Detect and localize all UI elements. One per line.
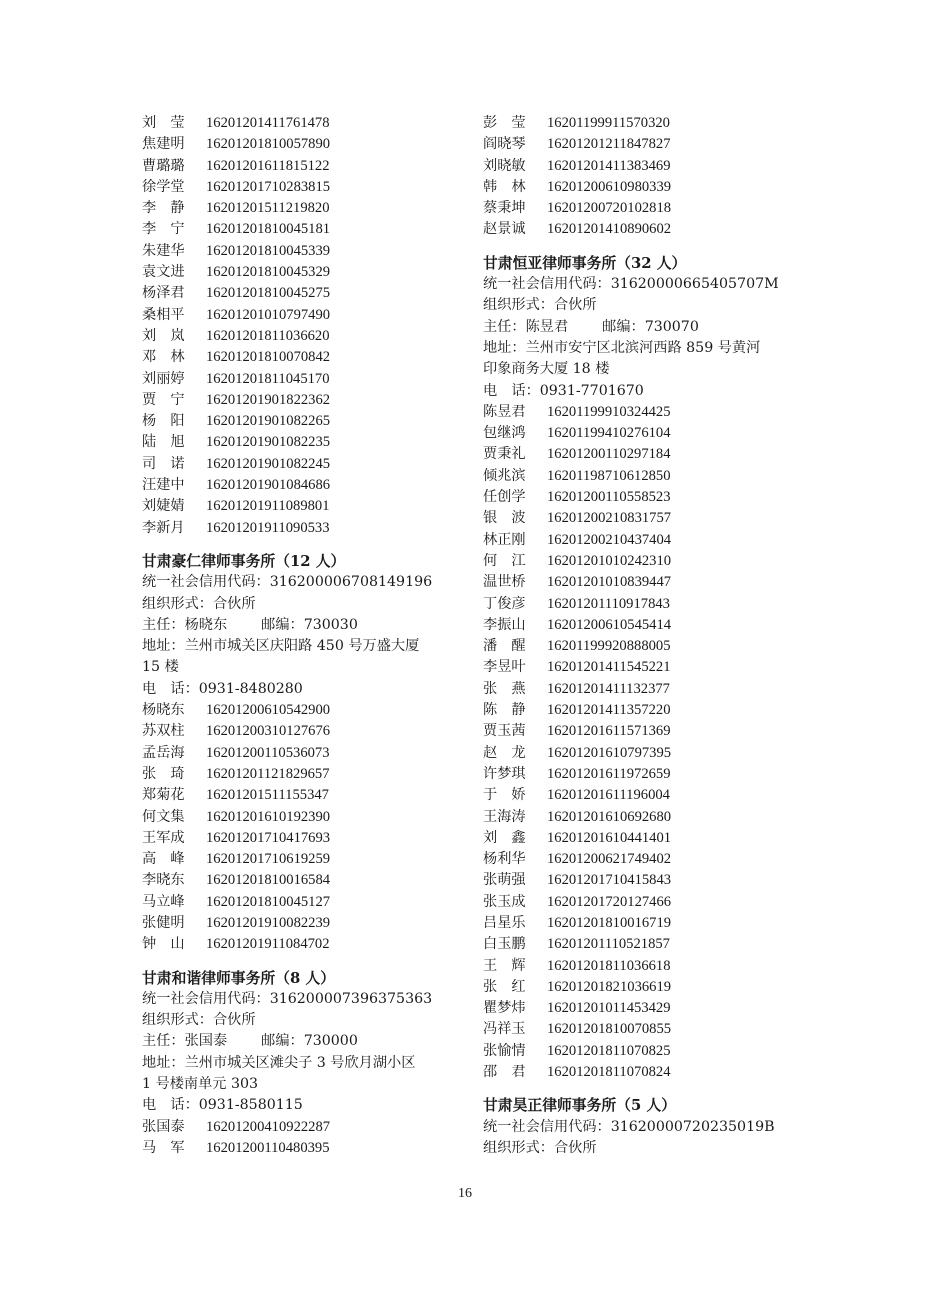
lawyer-name: 蔡秉坤 [483, 200, 526, 217]
license-number: 16201200310127676 [206, 723, 331, 740]
lawyer-name: 林正刚 [483, 531, 526, 548]
license-number: 16201199911570320 [547, 115, 670, 131]
license-number: 16201201610692680 [547, 808, 672, 825]
lawyer-name: 倾兆滨 [483, 467, 526, 484]
organization-form: 组织形式：合伙所 [483, 297, 597, 314]
lawyer-entry [483, 977, 813, 998]
lawyer-entry [483, 402, 813, 423]
license-number: 16201201810045181 [206, 221, 331, 238]
left-column [142, 113, 462, 1159]
director-postcode-line [483, 317, 813, 338]
lawyer-name: 孟岳海 [142, 744, 185, 761]
lawyer-entry [483, 679, 813, 700]
license-number: 16201201720127466 [547, 893, 672, 910]
lawyer-entry [142, 1117, 462, 1138]
lawyer-entry [142, 454, 462, 475]
director: 主任：杨晓东 [142, 616, 228, 633]
lawyer-name: 于 娇 [483, 787, 526, 804]
license-number: 16201201610797395 [547, 744, 672, 761]
lawyer-entry [142, 849, 462, 870]
license-number: 16201201110917843 [547, 595, 670, 612]
license-number: 16201201901082245 [206, 455, 331, 472]
lawyer-entry [142, 892, 462, 913]
law-firm-section [142, 551, 462, 956]
lawyer-entry [483, 466, 813, 487]
license-number: 16201200610980339 [547, 178, 672, 195]
address-continued: 15 楼 [142, 659, 179, 676]
lawyer-name: 张 琦 [142, 765, 185, 782]
lawyer-name: 王 辉 [483, 957, 526, 974]
lawyer-entry [483, 423, 813, 444]
director: 主任：张国泰 [142, 1033, 228, 1050]
license-number: 16201199410276104 [547, 425, 671, 442]
lawyer-name: 刘 鑫 [483, 829, 526, 846]
lawyer-entry [142, 785, 462, 806]
license-number: 16201201911084702 [206, 936, 330, 953]
lawyer-name: 张愉情 [483, 1042, 526, 1059]
lawyer-entry [142, 807, 462, 828]
lawyer-entry [483, 721, 813, 742]
license-number: 16201201411761478 [206, 115, 330, 131]
license-number: 16201201411132377 [547, 680, 670, 697]
license-number: 16201201610441401 [547, 829, 672, 846]
address-continued: 印象商务大厦 18 楼 [483, 361, 610, 378]
postcode: 邮编：730030 [261, 616, 358, 633]
credit-code: 统一社会信用代码：316200007396375363 [142, 990, 433, 1007]
license-number: 16201200210437404 [547, 531, 672, 548]
lawyer-entry [483, 177, 813, 198]
license-number: 16201201811036618 [547, 957, 671, 974]
license-number: 16201201810016584 [206, 872, 331, 889]
license-number: 16201201910082239 [206, 914, 331, 931]
license-number: 16201201710283815 [206, 178, 331, 195]
license-number: 16201201611815122 [206, 157, 330, 174]
lawyer-entry [483, 487, 813, 508]
license-number: 16201201811036620 [206, 327, 330, 344]
phone: 电 话：0931-8580115 [142, 1097, 303, 1114]
lawyer-name: 郑菊花 [142, 787, 185, 804]
lawyer-entry [483, 156, 813, 177]
firm-title: 甘肃昊正律师事务所（5 人） [483, 1097, 677, 1115]
address-continued: 1 号楼南单元 303 [142, 1076, 259, 1093]
lawyer-entry [483, 134, 813, 155]
license-number: 16201201810045275 [206, 285, 331, 302]
lawyer-name: 冯祥玉 [483, 1021, 526, 1038]
lawyer-entry [483, 807, 813, 828]
lawyer-entry [142, 326, 462, 347]
license-number: 16201201911089801 [206, 498, 330, 515]
license-number: 16201201610192390 [206, 808, 331, 825]
lawyer-entry [142, 475, 462, 496]
license-number: 16201201911090533 [206, 519, 330, 536]
license-number: 16201201810070855 [547, 1021, 672, 1038]
law-firm-section [142, 968, 462, 1160]
firm-title: 甘肃和谐律师事务所（8 人） [142, 969, 336, 987]
lawyer-name: 朱建华 [142, 242, 185, 259]
lawyer-name: 丁俊彦 [483, 595, 526, 612]
license-number: 16201201411357220 [547, 702, 671, 719]
lawyer-name: 杨泽君 [142, 285, 185, 302]
lawyer-entry [142, 700, 462, 721]
lawyer-entry [483, 1041, 813, 1062]
license-number: 16201201901084686 [206, 477, 331, 494]
lawyer-name: 钟 山 [142, 936, 185, 953]
law-firm-section [483, 253, 813, 1084]
lawyer-entry [142, 934, 462, 955]
lawyer-entry [483, 530, 813, 551]
postcode: 邮编：730000 [261, 1033, 358, 1050]
lawyer-name: 杨晓东 [142, 702, 185, 719]
lawyer-name: 赵 龙 [483, 744, 526, 761]
license-number: 16201201710619259 [206, 851, 331, 868]
license-number: 16201201010797490 [206, 306, 331, 323]
lawyer-name: 刘婕婧 [142, 498, 185, 515]
lawyer-entry [483, 1062, 813, 1083]
lawyer-name: 赵景诚 [483, 221, 526, 238]
lawyer-name: 李晓东 [142, 872, 185, 889]
lawyer-entry [483, 113, 813, 134]
lawyer-entry [142, 219, 462, 240]
lawyer-entry [142, 432, 462, 453]
license-number: 16201199920888005 [547, 638, 671, 655]
lawyer-name: 陆 旭 [142, 434, 185, 451]
lawyer-name: 邓 林 [142, 349, 185, 366]
lawyer-entry [483, 934, 813, 955]
credit-code: 统一社会信用代码：31620000665405707M [483, 276, 779, 293]
lawyer-name: 韩 林 [483, 178, 526, 195]
lawyer-name: 刘 岚 [142, 327, 185, 344]
law-firm-section [483, 1095, 813, 1159]
license-number: 16201201811045170 [206, 370, 330, 387]
lawyer-entry [142, 721, 462, 742]
license-number: 16201201410890602 [547, 221, 672, 238]
director: 主任：陈昱君 [483, 318, 569, 335]
lawyer-name: 彭 莹 [483, 115, 526, 131]
lawyer-entry [142, 913, 462, 934]
license-number: 16201201511155347 [206, 787, 329, 804]
lawyer-entry [142, 411, 462, 432]
lawyer-entry [483, 870, 813, 891]
lawyer-entry [483, 219, 813, 240]
lawyer-name: 阎晓琴 [483, 136, 526, 153]
license-number: 16201201010242310 [547, 552, 672, 569]
lawyer-entry [483, 508, 813, 529]
lawyer-entry [483, 1019, 813, 1040]
lawyer-entry [483, 743, 813, 764]
lawyer-name: 刘丽婷 [142, 370, 185, 387]
lawyer-entry [142, 283, 462, 304]
license-number: 16201200621749402 [547, 851, 672, 868]
lawyer-entry [483, 594, 813, 615]
lawyer-name: 徐学堂 [142, 178, 185, 195]
license-number: 16201200110536073 [206, 744, 330, 761]
lawyer-name: 任创学 [483, 489, 526, 506]
lawyer-name: 邵 君 [483, 1064, 526, 1081]
lawyer-entry [142, 347, 462, 368]
license-number: 16201201010839447 [547, 574, 672, 591]
address: 地址：兰州市城关区庆阳路 450 号万盛大厦 [142, 638, 420, 655]
lawyer-entry [483, 913, 813, 934]
lawyer-name: 潘 醒 [483, 638, 526, 655]
lawyer-name: 曹璐璐 [142, 157, 185, 174]
lawyer-entry [483, 551, 813, 572]
license-number: 16201201411383469 [547, 157, 671, 174]
license-number: 16201201810045127 [206, 893, 331, 910]
lawyer-name: 王海涛 [483, 808, 526, 825]
organization-form: 组织形式：合伙所 [142, 1012, 256, 1029]
right-column [483, 113, 813, 1159]
lawyer-entry [142, 828, 462, 849]
lawyer-name: 张玉成 [483, 893, 526, 910]
lawyer-name: 李新月 [142, 519, 185, 536]
license-number: 16201201901082235 [206, 434, 331, 451]
lawyer-name: 白玉鹏 [483, 936, 526, 953]
license-number: 16201201901822362 [206, 391, 331, 408]
lawyer-entry [483, 636, 813, 657]
lawyer-entry [483, 785, 813, 806]
license-number: 16201201710415843 [547, 872, 672, 889]
lawyer-entry [142, 113, 462, 134]
lawyer-entry [483, 849, 813, 870]
license-number: 16201201110521857 [547, 936, 670, 953]
organization-form: 组织形式：合伙所 [483, 1139, 597, 1156]
lawyer-entry [142, 305, 462, 326]
license-number: 16201201810057890 [206, 136, 331, 153]
lawyer-name: 贾 宁 [142, 391, 185, 408]
lawyer-entry [142, 262, 462, 283]
lawyer-name: 包继鸿 [483, 425, 526, 442]
license-number: 16201200410922287 [206, 1118, 331, 1135]
address: 地址：兰州市安宁区北滨河西路 859 号黄河 [483, 339, 761, 356]
license-number: 16201201411545221 [547, 659, 671, 676]
lawyer-entry [142, 496, 462, 517]
lawyer-name: 陈 静 [483, 702, 526, 719]
lawyer-entry [483, 700, 813, 721]
lawyer-entry [483, 444, 813, 465]
lawyer-name: 李 静 [142, 200, 185, 217]
license-number: 16201198710612850 [547, 467, 671, 484]
director-postcode-line [142, 1031, 462, 1052]
lawyer-entry [142, 870, 462, 891]
license-number: 16201201121829657 [206, 765, 330, 782]
lawyer-entry [483, 998, 813, 1019]
lawyer-name: 焦建明 [142, 136, 185, 153]
credit-code: 统一社会信用代码：316200006708149196 [142, 574, 433, 591]
lawyer-name: 温世桥 [483, 574, 526, 591]
phone: 电 话：0931-8480280 [142, 680, 303, 697]
lawyer-name: 李昱叶 [483, 659, 526, 676]
lawyer-name: 王军成 [142, 829, 185, 846]
lawyer-entry [142, 156, 462, 177]
lawyer-entry [142, 198, 462, 219]
lawyer-entry [142, 764, 462, 785]
lawyer-name: 袁文进 [142, 264, 185, 281]
lawyer-name: 瞿梦炜 [483, 1000, 526, 1017]
lawyer-name: 司 诺 [142, 455, 185, 472]
lawyer-name: 刘 莹 [142, 115, 185, 131]
lawyer-entry [483, 657, 813, 678]
lawyer-name: 何文集 [142, 808, 185, 825]
license-number: 16201200610545414 [547, 616, 672, 633]
postcode: 邮编：730070 [602, 318, 699, 335]
license-number: 16201201821036619 [547, 978, 672, 995]
lawyer-name: 吕星乐 [483, 914, 526, 931]
license-number: 16201201810045329 [206, 264, 331, 281]
license-number: 16201201211847827 [547, 136, 671, 153]
lawyer-name: 许梦琪 [483, 765, 526, 782]
lawyer-name: 李振山 [483, 616, 526, 633]
lawyer-entry [483, 198, 813, 219]
license-number: 16201200720102818 [547, 200, 672, 217]
lawyer-name: 张 燕 [483, 680, 526, 697]
firm-title: 甘肃豪仁律师事务所（12 人） [142, 552, 346, 570]
lawyer-entry [483, 892, 813, 913]
license-number: 16201201810045339 [206, 242, 331, 259]
lawyer-name: 马 军 [142, 1139, 185, 1156]
lawyer-name: 银 波 [483, 510, 526, 527]
license-number: 16201201611972659 [547, 765, 671, 782]
credit-code: 统一社会信用代码：31620000720235019B [483, 1118, 775, 1135]
lawyer-name: 桑相平 [142, 306, 185, 323]
lawyer-entry [483, 828, 813, 849]
lawyer-entry [142, 743, 462, 764]
lawyer-entry [483, 572, 813, 593]
lawyer-name: 贾玉茜 [483, 723, 526, 740]
lawyer-name: 贾秉礼 [483, 446, 526, 463]
director-postcode-line [142, 615, 462, 636]
license-number: 16201200110480395 [206, 1139, 330, 1156]
license-number: 16201199910324425 [547, 403, 671, 420]
lawyer-name: 李 宁 [142, 221, 185, 238]
lawyer-entry [142, 241, 462, 262]
license-number: 16201201901082265 [206, 413, 331, 430]
lawyer-entry [142, 369, 462, 390]
lawyer-name: 张萌强 [483, 872, 526, 889]
license-number: 16201201811070825 [547, 1042, 671, 1059]
lawyer-name: 张 红 [483, 978, 526, 995]
lawyer-name: 刘晓敏 [483, 157, 526, 174]
license-number: 16201201511219820 [206, 200, 330, 217]
lawyer-entry [142, 390, 462, 411]
lawyer-entry [142, 177, 462, 198]
page-number: 16 [458, 1186, 472, 1201]
lawyer-entry [483, 615, 813, 636]
lawyer-name: 张国泰 [142, 1118, 185, 1135]
phone: 电 话：0931-7701670 [483, 382, 644, 399]
lawyer-name: 陈昱君 [483, 403, 526, 420]
lawyer-entry [483, 956, 813, 977]
license-number: 16201201710417693 [206, 829, 331, 846]
license-number: 16201201810016719 [547, 914, 672, 931]
lawyer-name: 何 江 [483, 552, 526, 569]
lawyer-entry [142, 518, 462, 539]
lawyer-name: 汪建中 [142, 477, 185, 494]
lawyer-name: 张健明 [142, 914, 185, 931]
lawyer-name: 高 峰 [142, 851, 185, 868]
license-number: 16201201811070824 [547, 1064, 671, 1081]
license-number: 16201200110558523 [547, 489, 671, 506]
lawyer-name: 杨利华 [483, 851, 526, 868]
firm-title: 甘肃恒亚律师事务所（32 人） [483, 254, 687, 272]
lawyer-name: 苏双柱 [142, 723, 185, 740]
lawyer-name: 杨 阳 [142, 413, 185, 430]
address: 地址：兰州市城关区滩尖子 3 号欣月湖小区 [142, 1054, 416, 1071]
organization-form: 组织形式：合伙所 [142, 595, 256, 612]
lawyer-entry [142, 134, 462, 155]
license-number: 16201201810070842 [206, 349, 331, 366]
license-number: 16201200110297184 [547, 446, 671, 463]
lawyer-entry [142, 1138, 462, 1159]
lawyer-name: 马立峰 [142, 893, 185, 910]
license-number: 16201201611196004 [547, 787, 670, 804]
license-number: 16201200210831757 [547, 510, 672, 527]
license-number: 16201200610542900 [206, 702, 331, 719]
lawyer-entry [483, 764, 813, 785]
license-number: 16201201611571369 [547, 723, 671, 740]
license-number: 16201201011453429 [547, 1000, 671, 1017]
